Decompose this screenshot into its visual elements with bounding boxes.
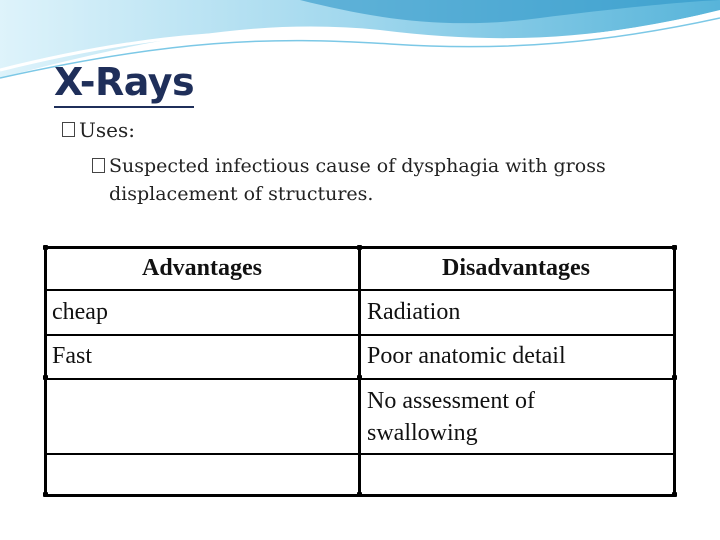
table-corner-dot: [357, 375, 362, 380]
table-cell: No assessment of swallowing: [367, 388, 535, 446]
table-corner-dot: [672, 375, 677, 380]
bullet-box-icon: [62, 122, 75, 137]
bullet-uses-text: Uses:: [79, 118, 135, 142]
table-corner-dot: [43, 245, 48, 250]
sub-bullet-text: Suspected infectious cause of dysphagia with gross displacement of structures.: [109, 155, 606, 205]
table-cell: Poor anatomic detail: [367, 343, 566, 369]
table-header-advantages: Advantages: [141, 255, 262, 281]
table-divider-middle: [358, 246, 361, 497]
table-corner-dot: [672, 245, 677, 250]
comparison-table: [44, 246, 676, 497]
table-header-disadvantages: Disadvantages: [441, 255, 591, 281]
bullet-box-icon: [92, 158, 105, 173]
title-underline: [54, 106, 194, 108]
bullet-uses: [62, 118, 135, 142]
table-row-line: [44, 289, 676, 291]
table-row-line: [44, 453, 676, 455]
sub-bullet: [92, 152, 662, 208]
table-border-left: [44, 246, 47, 497]
table-corner-dot: [43, 375, 48, 380]
table-row-line: [44, 334, 676, 336]
table-corner-dot: [672, 492, 677, 497]
table-cell: cheap: [52, 299, 108, 325]
slide-title: X-Rays: [54, 60, 195, 104]
table-cell: Radiation: [367, 299, 461, 325]
table-border-right: [673, 246, 676, 497]
table-corner-dot: [357, 245, 362, 250]
table-corner-dot: [357, 492, 362, 497]
table-corner-dot: [43, 492, 48, 497]
table-cell: Fast: [52, 343, 93, 369]
